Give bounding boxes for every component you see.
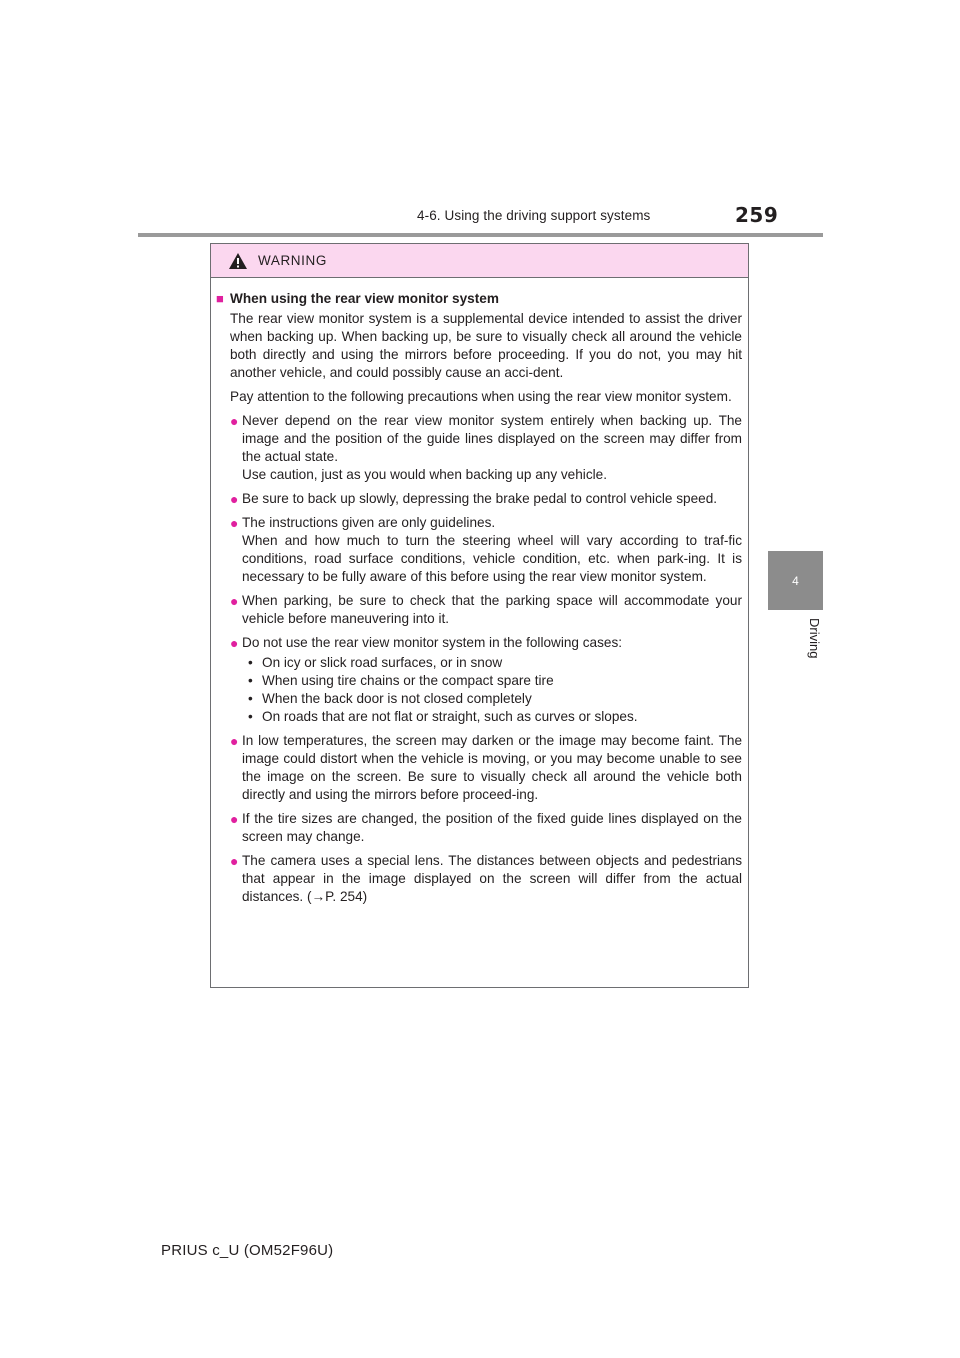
chapter-tab [768,551,823,610]
precaution-text [242,490,742,508]
warning-triangle-icon [228,252,248,270]
precaution-text [242,514,742,586]
case-item [242,708,742,726]
warning-body [211,278,748,906]
circle-bullet-icon: ● [230,491,239,507]
circle-bullet-icon: ● [230,811,239,827]
precaution-text [242,810,742,846]
case-item-text: When using tire chains or the compact spare tire [262,673,554,688]
dot-marker: • [248,673,253,688]
case-item-text: On icy or slick road surfaces, or in snow [262,655,503,670]
warning-box [210,243,749,988]
circle-bullet-icon: ● [230,853,239,869]
case-item [242,654,742,672]
precaution-list [216,412,742,906]
chapter-label-wrap [781,618,822,668]
precaution-line: Never depend on the rear view monitor system entirely when backing up. The image and the position of the guide lines displayed on the screen may differ from the actual state. [242,413,742,464]
warning-title: WARNING [258,253,327,268]
precaution-line: Do not use the rear view monitor system in the following cases: [242,635,623,650]
case-item [242,672,742,690]
precaution-line: The camera uses a special lens. The distances between objects and pedestrians that appear in the image displayed on the screen will differ from the actual distances. (→P. 254) [242,853,742,904]
case-item [242,690,742,708]
precaution-text [242,592,742,628]
header-rule [138,233,823,237]
precaution-item [230,634,742,726]
header-section-title: 4-6. Using the driving support systems [417,208,651,223]
square-marker: ■ [216,291,224,306]
intro-paragraph: The rear view monitor system is a supplemental device intended to assist the driver when backing up. When backing up, be sure to visually check all around the vehicle both directly and using the mirrors before proceeding. If you do not, you may hit another vehicle, and could possibly cause an acci-dent. [230,311,742,380]
chapter-number: 4 [792,573,799,588]
precaution-intro: Pay attention to the following precautions when using the rear view monitor system. [230,389,732,404]
page-number: 259 [735,203,779,227]
precaution-line: Be sure to back up slowly, depressing the brake pedal to control vehicle speed. [242,491,718,506]
footer-model: PRIUS c_U (OM52F96U) [161,1242,334,1259]
precaution-line: The instructions given are only guidelines. [242,515,496,530]
topic-heading [216,290,742,308]
circle-bullet-icon: ● [230,733,239,749]
precaution-item [230,732,742,804]
precaution-text [242,852,742,906]
precaution-item [230,490,742,508]
precaution-item [230,412,742,484]
dot-marker: • [248,691,253,706]
chapter-label: Driving [807,618,822,659]
circle-bullet-icon: ● [230,515,239,531]
circle-bullet-icon: ● [230,413,239,429]
dot-marker: • [248,655,253,670]
case-list [242,654,742,726]
precaution-item [230,514,742,586]
precaution-item [230,852,742,906]
warning-header [211,244,748,278]
precaution-text [242,634,742,726]
case-item-text: On roads that are not flat or straight, such as curves or slopes. [262,709,638,724]
precaution-line: Use caution, just as you would when backing up any vehicle. [242,467,607,482]
case-item-text: When the back door is not closed completely [262,691,532,706]
precaution-item [230,592,742,628]
topic-heading-text: When using the rear view monitor system [230,291,499,306]
precaution-text [242,412,742,484]
precaution-line: In low temperatures, the screen may darken or the image may become faint. The image could distort when the vehicle is moving, or you may become unable to see the image on the screen. Be sure to visually check all around the vehicle both directly and using the mirrors before proceed-ing. [242,733,742,802]
precaution-item [230,810,742,846]
circle-bullet-icon: ● [230,593,239,609]
precaution-line: When and how much to turn the steering wheel will vary according to traf-fic conditions, road surface conditions, vehicle condition, etc. when park-ing. It is necessary to be fully aware of this before using the rear view monitor system. [242,533,742,584]
precaution-text [242,732,742,804]
dot-marker: • [248,709,253,724]
precaution-line: If the tire sizes are changed, the position of the fixed guide lines displayed on the screen may change. [242,811,742,844]
circle-bullet-icon: ● [230,635,239,651]
precaution-line: When parking, be sure to check that the parking space will accommodate your vehicle before maneuvering into it. [242,593,742,626]
